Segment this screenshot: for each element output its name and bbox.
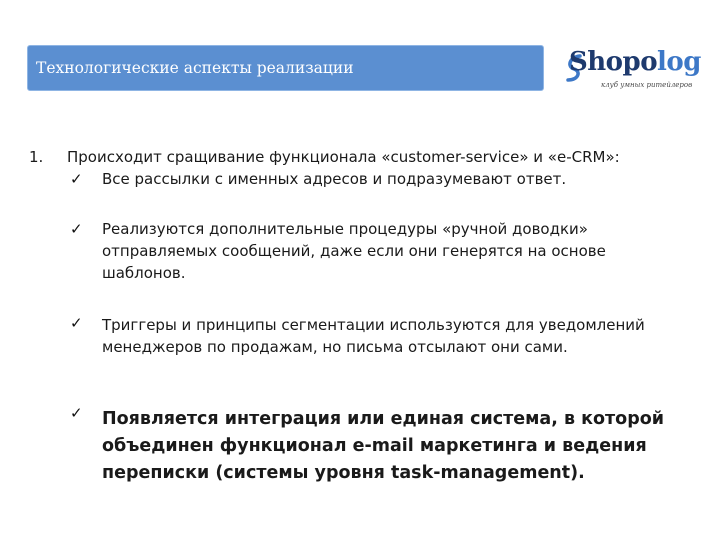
bullet-item: Триггеры и принципы сегментации используются для уведомлений менеджеров по продажам, но письма отсылают они сами. — [102, 316, 645, 356]
bullet-item: Реализуются дополнительные процедуры «ручной доводки» отправляемых сообщений, даже если они генерятся на основе шаблонов. — [102, 220, 606, 282]
slide-title: Технологические аспекты реализации — [36, 59, 354, 77]
list-item-heading: Происходит сращивание функционала «customer-service» и «e-CRM»: — [67, 148, 620, 166]
logo-wordmark: Shopolog — [569, 47, 701, 77]
slide-title-bar — [27, 45, 544, 91]
checkmark-icon: ✓ — [70, 170, 83, 188]
bullet-item: Все рассылки с именных адресов и подразумевают ответ. — [102, 170, 567, 188]
shopolog-logo — [565, 47, 701, 97]
logo-tagline: клуб умных ритейлеров — [601, 81, 693, 89]
list-item-number: 1. — [29, 148, 44, 166]
checkmark-icon: ✓ — [70, 220, 83, 238]
checkmark-icon: ✓ — [70, 404, 83, 422]
checkmark-icon: ✓ — [70, 314, 83, 332]
bullet-item-highlighted: Появляется интеграция или единая система, в которой объединен функционал e-mail маркетинга и ведения переписки (системы уровня task-management). — [102, 409, 664, 483]
